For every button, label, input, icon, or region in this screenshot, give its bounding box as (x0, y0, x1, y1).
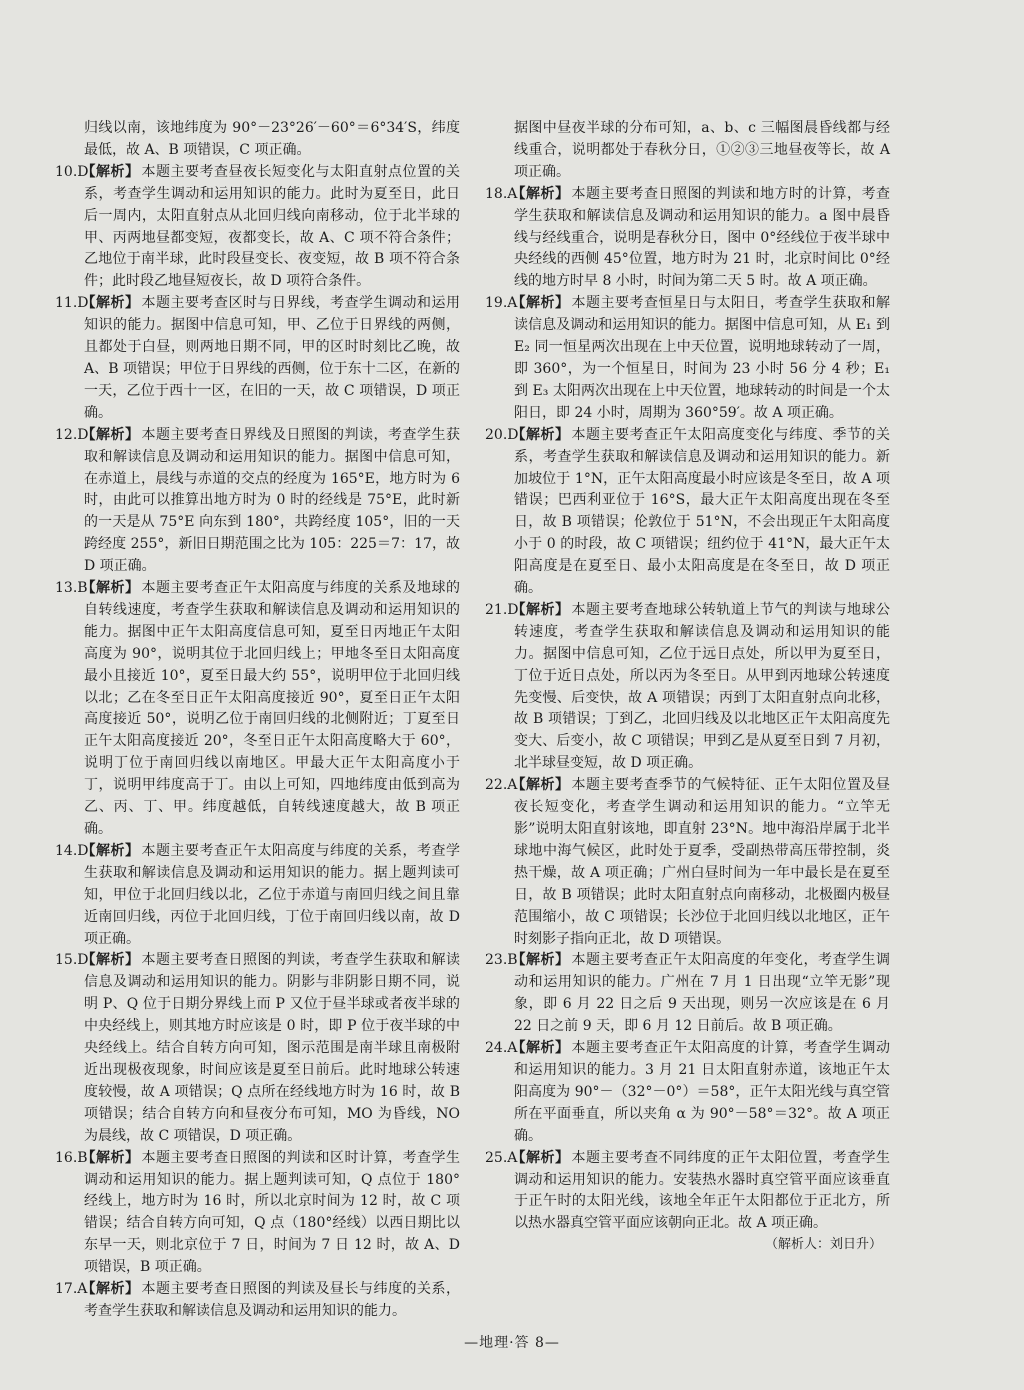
answer-item (55, 162, 460, 293)
answer-text: 本题主要考查地球公转轨道上节气的判读与地球公转速度，考查学生获取和解读信息及调动和运用知识的能力。据图中信息可知，乙位于远日点处，所以甲为夏至日，丁位于近日点处，所以丙为冬至日。从甲到丙地球公转速度先变慢、后变快，故 A 项错误；丙到丁太阳直射点向北移，故 B 项错误；丁到乙，北回归线及以北地区正午太阳高度先变大、后变小，故 C 项错误；甲到乙是从夏至日到 7 月初，北半球昼变短，故 D 项正确。 (514, 601, 890, 772)
answer-continuation (485, 118, 890, 184)
answer-text: 本题主要考查季节的气候特征、正午太阳位置及昼夜长短变化，考查学生调动和运用知识的能力。“立竿无影”说明太阳直射该地，即直射 23°N。地中海沿岸属于北半球地中海气候区，此时处于夏季，受副热带高压带控制，炎热干燥，故 A 项正确；广州白昼时间为一年中最长是在夏至日，故 B 项错误；此时太阳直射点向南移动，北极圈内极昼范围缩小，故 C 项错误；长沙位于北回归线以北地区，正午时刻影子指向正北，故 D 项错误。 (514, 777, 890, 947)
answer-number: 16.B (55, 1149, 88, 1166)
answer-number: 13.B (55, 580, 88, 597)
answer-item (55, 1148, 460, 1279)
answer-text: 本题主要考查正午太阳高度的计算，考查学生调动和运用知识的能力。3 月 21 日太阳直射赤道，该地正午太阳高度为 90°－（32°－0°）＝58°，正午太阳光线与真空管所在平面垂直，所以夹角 α 为 90°－58°＝32°。故 A 项正确。 (514, 1040, 890, 1144)
answer-number: 24.A (485, 1040, 518, 1057)
answer-item (485, 293, 890, 424)
analysis-label: 【解析】 (511, 1149, 570, 1166)
answer-text: 本题主要考查正午太阳高度的年变化，考查学生调动和运用知识的能力。广州在 7 月 1 日出现“立竿无影”现象，即 6 月 22 日之后 9 天出现，则另一次应该是在 6 月 22 日之前 9 天，即 6 月 12 日前后。故 B 项正确。 (514, 952, 890, 1035)
answer-text: 本题主要考查日照图的判读，考查学生获取和解读信息及调动和运用知识的能力。阴影与非阴影日期不同，说明 P、Q 位于日期分界线上而 P 又位于昼半球或者夜半球的中央经线上，则其地方时应该是 0 时，即 P 位于夜半球的中央经线上。结合自转方向可知，图示范围是南半球且南极附近出现极夜现象，时间应该是夏至日前后。此时地球公转速度较慢，故 A 项错误；Q 点所在经线地方时为 16 时，故 B 项错误；结合自转方向和昼夜分布可知，MO 为昏线，NO 为晨线，故 C 项错误，D 项正确。 (84, 952, 460, 1144)
answer-item (485, 184, 890, 294)
answer-text: 本题主要考查正午太阳高度与纬度的关系，考查学生获取和解读信息及调动和运用知识的能力。据上题判读可知，甲位于北回归线以北，乙位于赤道与南回归线之间且靠近南回归线，丙位于北回归线，丁位于南回归线以南，故 D 项正确。 (84, 842, 460, 947)
analysis-label: 【解析】 (81, 163, 140, 180)
signature: （解析人：刘日升） (764, 1237, 882, 1253)
answer-text: 本题主要考查日照图的判读和区时计算，考查学生调动和运用知识的能力。据上题判读可知，Q 点位于 180°经线上，地方时为 16 时，所以北京时间为 12 时，故 C 项错误；结合自转方向可知，Q 点（180°经线）以西日期比以东早一天，则北京位于 7 日，时间为 7 日 12 时，故 A、D 项错误，B 项正确。 (84, 1149, 460, 1276)
analysis-label: 【解析】 (511, 295, 570, 312)
answer-text: 本题主要考查正午太阳高度与纬度的关系及地球的自转线速度，考查学生获取和解读信息及调动和运用知识的能力。据图中正午太阳高度信息可知，夏至日丙地正午太阳高度为 90°，说明其位于北回归线上；甲地冬至日太阳高度最小且接近 10°，夏至日最大约 55°，说明甲位于北回归线以北；乙在冬至日正午太阳高度接近 90°，夏至日正午太阳高度接近 50°，说明乙位于南回归线的北侧附近；丁夏至日正午太阳高度接近 20°，冬至日正午太阳高度略大于 60°，说明丁位于南回归线以南地区。甲最大正午太阳高度小于丁，说明甲纬度高于丁。由以上可知，四地纬度由低到高为乙、丙、丁、甲。纬度越低，自转线速度越大，故 B 项正确。 (84, 580, 460, 837)
analysis-label: 【解析】 (81, 580, 140, 597)
answer-text: 本题主要考查正午太阳高度变化与纬度、季节的关系，考查学生获取和解读信息及调动和运用知识的能力。新加坡位于 1°N，正午太阳高度最小时应该是冬至日，故 A 项错误；巴西利亚位于 16°S，最大正午太阳高度出现在冬至日，故 B 项错误；伦敦位于 51°N，不会出现正午太阳高度小于 0 的时段，故 C 项错误；纽约位于 41°N，最大正午太阳高度是在夏至日、最小太阳高度是在冬至日，故 D 项正确。 (514, 426, 890, 597)
right-column (485, 118, 890, 1255)
analysis-label: 【解析】 (81, 1281, 140, 1298)
answer-number: 10.D (55, 163, 89, 180)
answer-text: 本题主要考查恒星日与太阳日，考查学生获取和解读信息及调动和运用知识的能力。据图中信息可知，从 E₁ 到 E₂ 同一恒星两次出现在上中天位置，说明地球转动了一周，即 360°，为一个恒星日，时间为 23 小时 56 分 4 秒；E₁ 到 E₃ 太阳两次出现在上中天位置，地球转动的时间是一个太阳日，即 24 小时，周期为 360°59′。故 A 项正确。 (514, 295, 890, 421)
answer-item (485, 1148, 890, 1236)
answer-item (55, 1279, 460, 1323)
answer-number: 11.D (55, 295, 89, 312)
analysis-label: 【解析】 (511, 185, 570, 202)
answer-item (55, 578, 460, 841)
answer-text: 本题主要考查昼夜长短变化与太阳直射点位置的关系，考查学生调动和运用知识的能力。此时为夏至日，此日后一周内，太阳直射点从北回归线向南移动，位于北半球的甲、丙两地昼都变短，夜都变长，故 A、C 项不符合条件；乙地位于南半球，此时段昼变长、夜变短，故 B 项不符合条件；此时段乙地昼短夜长，故 D 项符合条件。 (84, 163, 460, 290)
answer-item (55, 950, 460, 1147)
answer-text: 本题主要考查不同纬度的正午太阳位置，考查学生调动和运用知识的能力。安装热水器时真空管平面应该垂直于正午时的太阳光线，该地全年正午太阳都位于正北方，所以热水器真空管平面应该朝向正北。故 A 项正确。 (514, 1149, 890, 1232)
analysis-label: 【解析】 (511, 601, 570, 618)
answer-item (485, 775, 890, 950)
answer-number: 17.A (55, 1281, 88, 1298)
answer-text: 本题主要考查日照图的判读和地方时的计算，考查学生获取和解读信息及调动和运用知识的能力。a 图中晨昏线与经线重合，说明是春秋分日，图中 0°经线位于夜半球中央经线的西侧 45°位置，地方时为 21 时，北京时间比 0°经线的地方时早 8 小时，时间为第二天 5 时。故 A 项正确。 (514, 185, 890, 290)
answer-item (55, 293, 460, 424)
answer-number: 15.D (55, 952, 89, 969)
analysis-label: 【解析】 (81, 295, 140, 312)
answer-number: 19.A (485, 295, 518, 312)
answer-item (55, 425, 460, 578)
left-column (55, 118, 460, 1323)
answer-number: 23.B (485, 952, 518, 969)
answer-item (485, 950, 890, 1038)
analysis-label: 【解析】 (81, 1149, 140, 1166)
answer-item (55, 841, 460, 951)
answer-item (485, 1038, 890, 1148)
answer-number: 14.D (55, 842, 89, 859)
answer-number: 25.A (485, 1149, 518, 1166)
answer-item (485, 600, 890, 775)
answer-number: 18.A (485, 185, 518, 202)
answer-text: 本题主要考查日照图的判读及昼长与纬度的关系，考查学生获取和解读信息及调动和运用知识的能力。 (84, 1281, 460, 1319)
analysis-label: 【解析】 (511, 952, 570, 969)
page-footer: —地理·答 8— (464, 1335, 560, 1351)
answer-continuation (55, 118, 460, 162)
answer-number: 20.D (485, 426, 519, 443)
answer-number: 12.D (55, 426, 89, 443)
answer-text: 归线以南，该地纬度为 90°－23°26′－60°＝6°34′S，纬度最低，故 A、B 项错误，C 项正确。 (84, 120, 460, 158)
answer-number: 22.A (485, 777, 518, 794)
analysis-label: 【解析】 (511, 777, 570, 794)
analysis-label: 【解析】 (81, 952, 140, 969)
answer-text: 本题主要考查日界线及日照图的判读，考查学生获取和解读信息及调动和运用知识的能力。据图中信息可知，在赤道上，晨线与赤道的交点的经度为 165°E，地方时为 6 时，由此可以推算出地方时为 0 时的经线是 75°E，此时新的一天是从 75°E 向东到 180°，共跨经度 105°，旧的一天跨经度 255°，新旧日期范围之比为 105：225＝7：17，故 D 项正确。 (84, 426, 460, 575)
analysis-label: 【解析】 (81, 426, 140, 443)
answer-item (485, 425, 890, 600)
answer-text: 本题主要考查区时与日界线，考查学生调动和运用知识的能力。据图中信息可知，甲、乙位于日界线的两侧，且都处于白昼，则两地日期不同，甲的区时时刻比乙晚，故 A、B 项错误；甲位于日界线的西侧，位于东十二区，在新的一天，乙位于西十一区，在旧的一天，故 C 项错误，D 项正确。 (84, 295, 460, 421)
answer-text: 据图中昼夜半球的分布可知，a、b、c 三幅图晨昏线都与经线重合，说明都处于春秋分日，①②③三地昼夜等长，故 A 项正确。 (514, 120, 890, 180)
analysis-label: 【解析】 (511, 426, 570, 443)
answer-number: 21.D (485, 601, 519, 618)
analysis-label: 【解析】 (511, 1040, 570, 1057)
analysis-label: 【解析】 (81, 842, 140, 859)
